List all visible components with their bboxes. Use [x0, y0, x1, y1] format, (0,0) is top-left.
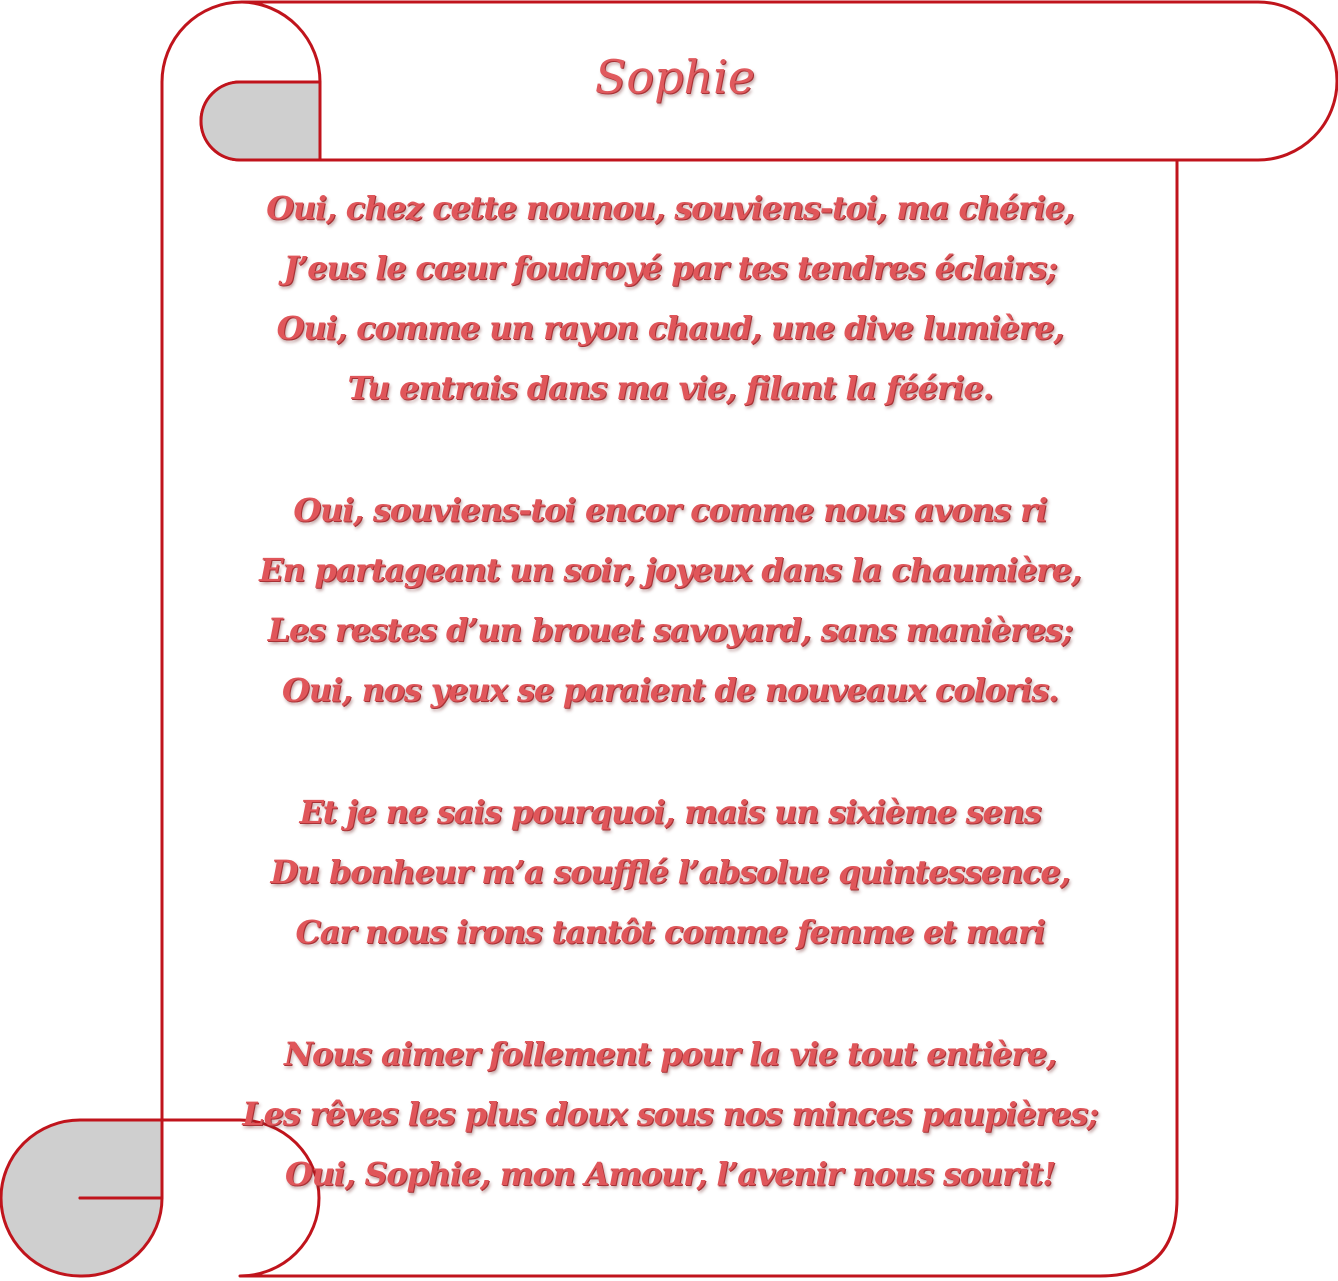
verse-line: Les restes d’un brouet savoyard, sans manières;	[267, 611, 1073, 649]
stanza-1	[165, 178, 1175, 418]
stanza-2	[165, 480, 1175, 720]
stanza-3	[165, 782, 1175, 962]
verse-line: J’eus le cœur foudroyé par tes tendres éclairs;	[283, 249, 1057, 287]
poem-body	[165, 178, 1175, 1266]
verse-line: Oui, nos yeux se paraient de nouveaux coloris.	[282, 671, 1058, 709]
verse-line: Oui, souviens-toi encor comme nous avons ri	[293, 491, 1047, 529]
verse-line: Les rêves les plus doux sous nos minces paupières;	[242, 1095, 1098, 1133]
verse-line: Oui, chez cette nounou, souviens-toi, ma chérie,	[266, 189, 1074, 227]
scroll-top-curl	[201, 82, 320, 160]
verse-line: Car nous irons tantôt comme femme et mari	[295, 913, 1045, 951]
poem-title: Sophie	[594, 50, 756, 104]
stanza-4	[165, 1024, 1175, 1204]
verse-line: En partageant un soir, joyeux dans la chaumière,	[259, 551, 1081, 589]
verse-line: Du bonheur m’a soufflé l’absolue quintessence,	[270, 853, 1070, 891]
verse-line: Nous aimer follement pour la vie tout entière,	[284, 1035, 1056, 1073]
verse-line: Tu entrais dans ma vie, filant la féérie.	[347, 369, 993, 407]
verse-line: Oui, comme un rayon chaud, une dive lumière,	[276, 309, 1064, 347]
verse-line: Oui, Sophie, mon Amour, l’avenir nous sourit!	[284, 1155, 1056, 1193]
verse-line: Et je ne sais pourquoi, mais un sixième sens	[299, 793, 1041, 831]
